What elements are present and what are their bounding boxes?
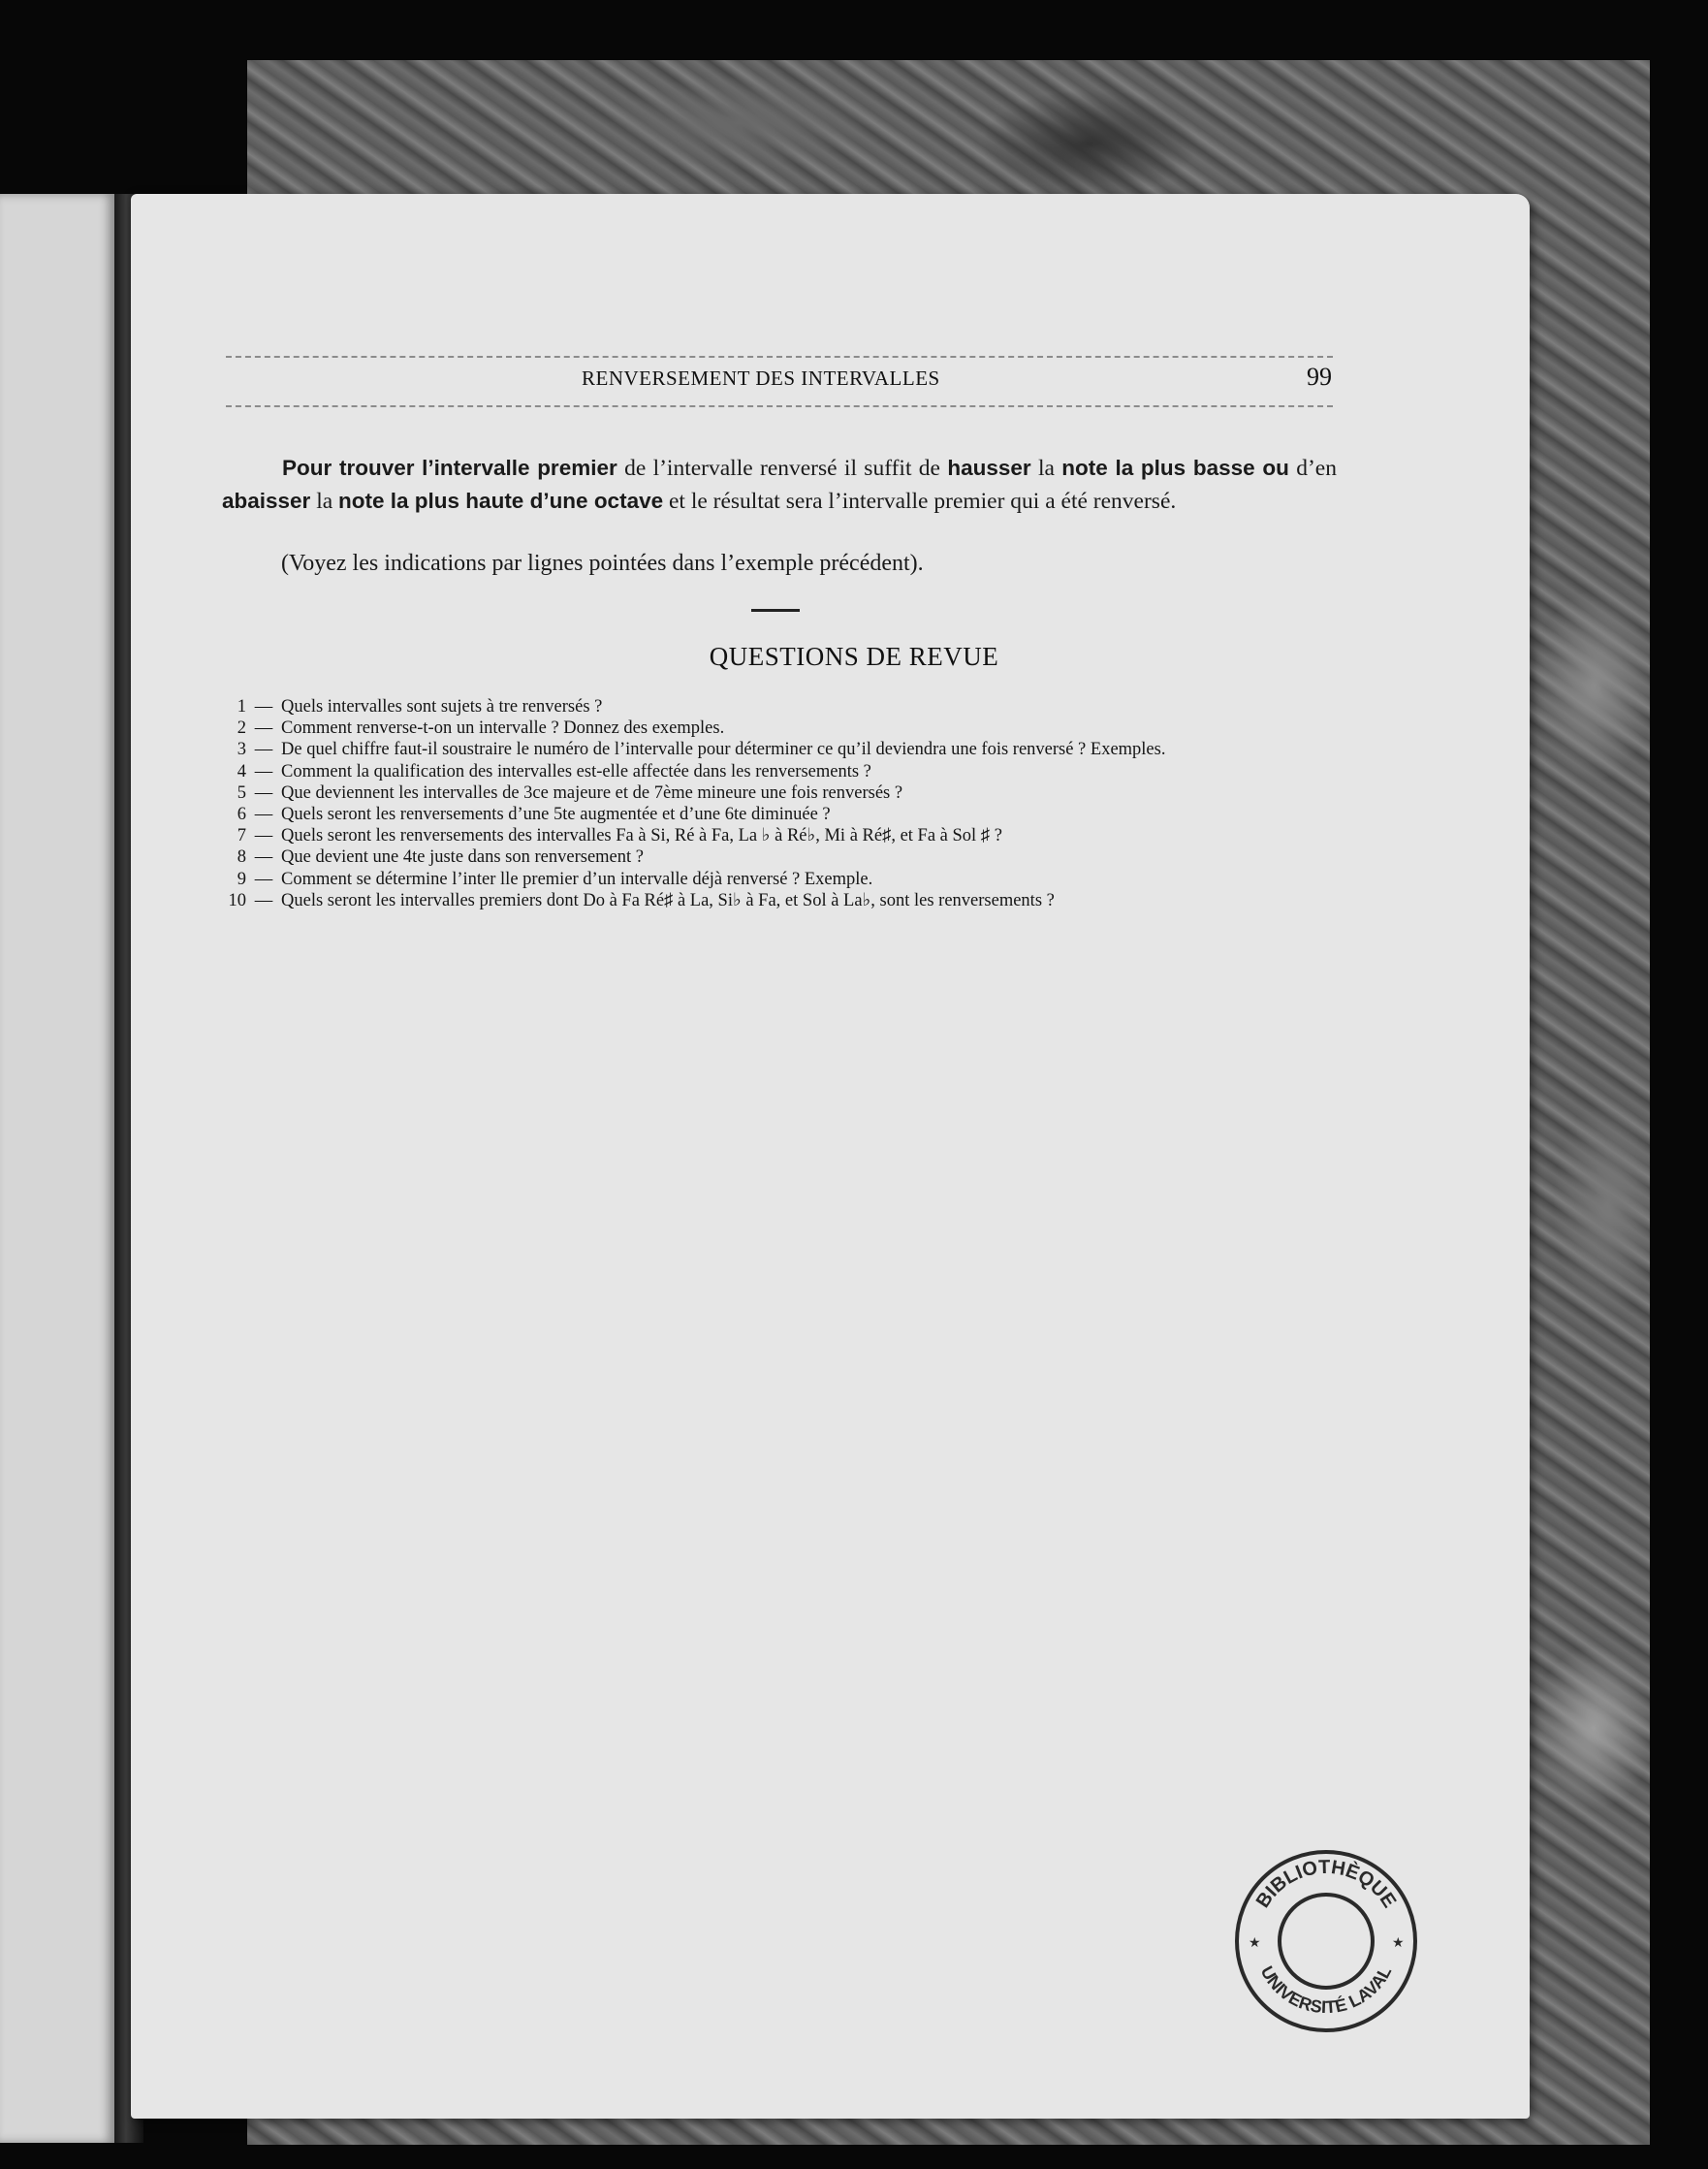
- question-item: [215, 890, 1359, 911]
- paragraph-bold-1: Pour trouver l’intervalle premier: [282, 456, 617, 480]
- question-item: [215, 825, 1359, 846]
- question-number: 7: [237, 826, 246, 846]
- question-item: [215, 761, 1359, 782]
- paragraph-text-4: la: [1030, 456, 1062, 481]
- question-text: Comment se détermine l’inter lle premier d’un intervalle déjà renversé ? Exemple.: [281, 869, 873, 889]
- section-separator: [751, 609, 800, 612]
- question-dash: —: [254, 847, 273, 868]
- paragraph-bold-3: hausser: [947, 456, 1031, 480]
- question-dash: —: [254, 869, 273, 889]
- paragraph-bold-7: abaisser: [222, 489, 311, 513]
- question-text: Que devient une 4te juste dans son renversement ?: [281, 847, 644, 868]
- questions-list: [215, 696, 1359, 911]
- stamp-star-icon: ★: [1392, 1935, 1405, 1951]
- question-number: 2: [237, 718, 246, 739]
- body-paragraph: [222, 452, 1337, 518]
- question-number: 5: [237, 782, 246, 803]
- question-dash: —: [254, 826, 273, 846]
- library-stamp: [1229, 1844, 1423, 2038]
- question-item: [215, 696, 1359, 718]
- question-item: [215, 846, 1359, 868]
- stamp-bottom-text: UNIVERSITÉ LAVAL: [1256, 1962, 1396, 2018]
- paragraph-text-8: la: [310, 489, 339, 514]
- note-line: (Voyez les indications par lignes pointées dans l’exemple précédent).: [281, 551, 924, 576]
- question-text: Quels seront les intervalles premiers dont Do à Fa Ré♯ à La, Si♭ à Fa, et Sol à La♭, sont les renversements ?: [281, 890, 1055, 910]
- question-number: 9: [237, 869, 246, 889]
- question-dash: —: [254, 782, 273, 803]
- running-head: RENVERSEMENT DES INTERVALLES: [582, 367, 940, 390]
- question-item: [215, 739, 1359, 760]
- question-dash: —: [254, 697, 273, 717]
- section-title: QUESTIONS DE REVUE: [709, 642, 999, 671]
- question-number: 1: [237, 697, 246, 717]
- header-rule-top: [226, 356, 1333, 358]
- question-number: 3: [237, 740, 246, 760]
- question-item: [215, 804, 1359, 825]
- question-number: 6: [237, 805, 246, 825]
- adjacent-page: [0, 194, 114, 2143]
- question-dash: —: [254, 890, 273, 910]
- question-text: De quel chiffre faut-il soustraire le numéro de l’intervalle pour déterminer ce qu’il deviendra une fois renversé ? Exemples.: [281, 740, 1166, 760]
- paragraph-text-2: de l’intervalle renversé il suffit de: [617, 456, 948, 481]
- stamp-top-text: BIBLIOTHÈQUE: [1251, 1856, 1401, 1912]
- question-number: 4: [237, 761, 246, 781]
- question-dash: —: [254, 718, 273, 739]
- question-number: 8: [237, 847, 246, 868]
- question-text: Comment la qualification des intervalles est-elle affectée dans les renversements ?: [281, 761, 871, 781]
- paragraph-text-6: d’en: [1288, 456, 1337, 481]
- question-dash: —: [254, 761, 273, 781]
- question-dash: —: [254, 805, 273, 825]
- question-dash: —: [254, 740, 273, 760]
- header-rule-bottom: [226, 405, 1333, 407]
- question-number: 10: [228, 890, 246, 910]
- page-number: 99: [1307, 363, 1332, 391]
- question-text: Comment renverse-t-on un intervalle ? Donnez des exemples.: [281, 718, 725, 739]
- question-text: Que deviennent les intervalles de 3ce majeure et de 7ème mineure une fois renversés ?: [281, 782, 903, 803]
- question-item: [215, 869, 1359, 890]
- question-item: [215, 718, 1359, 739]
- question-text: Quels intervalles sont sujets à tre renversés ?: [281, 697, 603, 717]
- paragraph-bold-5: note la plus basse ou: [1061, 456, 1289, 480]
- question-text: Quels seront les renversements des intervalles Fa à Si, Ré à Fa, La ♭ à Ré♭, Mi à Ré♯, et Fa à Sol ♯ ?: [281, 826, 1002, 846]
- stamp-star-icon: ★: [1249, 1935, 1261, 1951]
- question-text: Quels seront les renversements d’une 5te augmentée et d’une 6te diminuée ?: [281, 805, 831, 825]
- question-item: [215, 782, 1359, 804]
- paragraph-text-10: et le résultat sera l’intervalle premier qui a été renversé.: [663, 489, 1177, 514]
- paragraph-bold-9: note la plus haute d’une octave: [338, 489, 664, 513]
